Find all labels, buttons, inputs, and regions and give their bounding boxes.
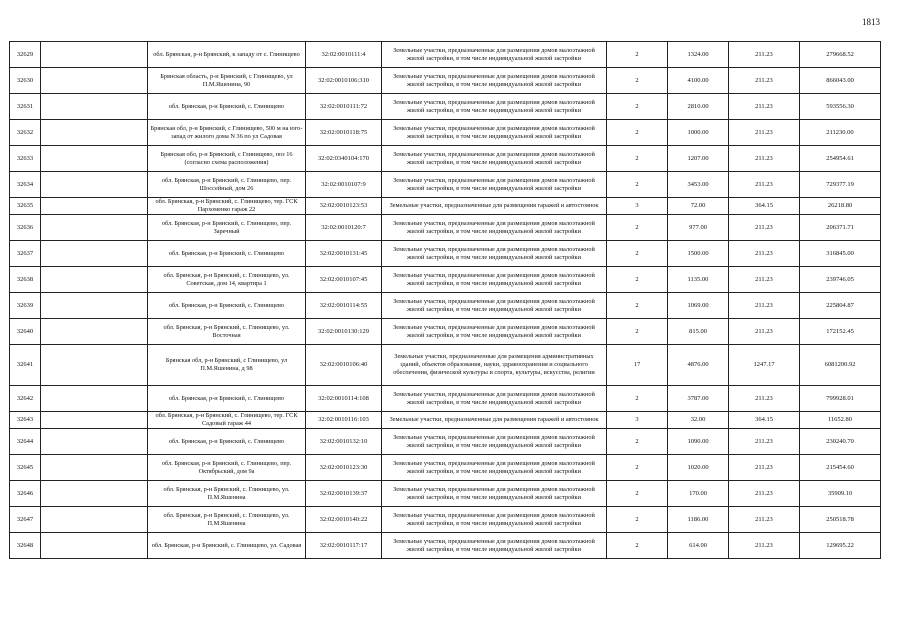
table-row	[10, 146, 881, 172]
blank-cell	[41, 345, 148, 386]
table-row	[10, 293, 881, 319]
area-cell: 3787.00	[668, 386, 729, 412]
table-row	[10, 345, 881, 386]
land-use-cell: Земельные участки, предназначенные для размещения домов малоэтажной жилой застройки, в том числе индивидуальной жилой застройки	[382, 507, 607, 533]
specific-value-cell: 211.23	[729, 68, 800, 94]
area-cell: 32.00	[668, 412, 729, 429]
cadastral-number-cell: 32:02:0010106:310	[306, 68, 382, 94]
blank-cell	[41, 319, 148, 345]
cadastral-number-cell: 32:02:0010116:103	[306, 412, 382, 429]
area-cell: 170.00	[668, 481, 729, 507]
cadastral-value-cell: 866043.00	[800, 68, 881, 94]
address-cell: обл. Брянская, р-н Брянский, с. Глинищево, тер. ГСК Садовый гараж 44	[148, 412, 306, 429]
blank-cell	[41, 172, 148, 198]
row-number-cell: 32634	[10, 172, 41, 198]
land-use-cell: Земельные участки, предназначенные для размещения гаражей и автостоянок	[382, 198, 607, 215]
land-use-cell: Земельные участки, предназначенные для размещения домов малоэтажной жилой застройки, в том числе индивидуальной жилой застройки	[382, 215, 607, 241]
blank-cell	[41, 293, 148, 319]
cadastral-value-cell: 250518.78	[800, 507, 881, 533]
address-cell: обл. Брянская, р-н Брянский, с. Глинищево, пер. Заречный	[148, 215, 306, 241]
land-use-cell: Земельные участки, предназначенные для размещения домов малоэтажной жилой застройки, в том числе индивидуальной жилой застройки	[382, 68, 607, 94]
row-number-cell: 32630	[10, 68, 41, 94]
cadastral-value-cell: 316845.00	[800, 241, 881, 267]
specific-value-cell: 211.23	[729, 533, 800, 559]
specific-value-cell: 211.23	[729, 455, 800, 481]
cadastral-number-cell: 32:02:0010107:45	[306, 267, 382, 293]
address-cell: обл. Брянская, р-н Брянский, с. Глинищево	[148, 241, 306, 267]
address-cell: Брянская обл, р-н Брянский, с Глинищево, ул П.М.Яшенина, д 98	[148, 345, 306, 386]
specific-value-cell: 1247.17	[729, 345, 800, 386]
cadastral-value-cell: 254954.61	[800, 146, 881, 172]
cadastral-value-cell: 799928.01	[800, 386, 881, 412]
land-use-cell: Земельные участки, предназначенные для размещения домов малоэтажной жилой застройки, в том числе индивидуальной жилой застройки	[382, 42, 607, 68]
specific-value-cell: 211.23	[729, 146, 800, 172]
area-cell: 1000.00	[668, 120, 729, 146]
table-row	[10, 533, 881, 559]
cadastral-number-cell: 32:02:0340104:170	[306, 146, 382, 172]
area-cell: 2810.00	[668, 94, 729, 120]
land-use-cell: Земельные участки, предназначенные для размещения домов малоэтажной жилой застройки, в том числе индивидуальной жилой застройки	[382, 94, 607, 120]
cadastral-number-cell: 32:02:0010120:7	[306, 215, 382, 241]
specific-value-cell: 211.23	[729, 42, 800, 68]
table-row	[10, 507, 881, 533]
table-row	[10, 241, 881, 267]
area-cell: 815.00	[668, 319, 729, 345]
row-number-cell: 32639	[10, 293, 41, 319]
group-code-cell: 2	[607, 94, 668, 120]
area-cell: 1500.00	[668, 241, 729, 267]
table-row	[10, 319, 881, 345]
group-code-cell: 2	[607, 429, 668, 455]
blank-cell	[41, 68, 148, 94]
blank-cell	[41, 198, 148, 215]
table-row	[10, 455, 881, 481]
land-use-cell: Земельные участки, предназначенные для размещения гаражей и автостоянок	[382, 412, 607, 429]
specific-value-cell: 211.23	[729, 172, 800, 198]
land-use-cell: Земельные участки, предназначенные для размещения домов малоэтажной жилой застройки, в том числе индивидуальной жилой застройки	[382, 293, 607, 319]
area-cell: 977.00	[668, 215, 729, 241]
specific-value-cell: 211.23	[729, 267, 800, 293]
address-cell: обл. Брянская, р-н Брянский, с. Глинищево, тер. ГСК Пархоменко гараж 22	[148, 198, 306, 215]
group-code-cell: 2	[607, 319, 668, 345]
cadastral-value-table	[9, 41, 881, 559]
land-use-cell: Земельные участки, предназначенные для размещения домов малоэтажной жилой застройки, в том числе индивидуальной жилой застройки	[382, 386, 607, 412]
table-row	[10, 94, 881, 120]
area-cell: 3453.00	[668, 172, 729, 198]
row-number-cell: 32636	[10, 215, 41, 241]
land-use-cell: Земельные участки, предназначенные для размещения административных зданий, объектов образования, науки, здравоохранения и социального обеспечения, физической культуры и спорта, культуры, искусства, религии	[382, 345, 607, 386]
address-cell: обл. Брянская, р-н Брянский, с. Глинищево, ул. Садовая	[148, 533, 306, 559]
address-cell: обл. Брянская, р-н Брянский, с. Глинищево, ул. Восточная	[148, 319, 306, 345]
cadastral-value-cell: 211230.00	[800, 120, 881, 146]
group-code-cell: 2	[607, 481, 668, 507]
cadastral-number-cell: 32:02:0010132:10	[306, 429, 382, 455]
address-cell: обл. Брянская, р-н Брянский, с. Глинищево, ул. Советская, дом 14, квартира 1	[148, 267, 306, 293]
area-cell: 1186.00	[668, 507, 729, 533]
address-cell: обл. Брянская, р-н Брянский, с. Глинищево, пер. Шоссейный, дом 26	[148, 172, 306, 198]
cadastral-value-cell: 279668.52	[800, 42, 881, 68]
cadastral-number-cell: 32:02:0010123:53	[306, 198, 382, 215]
cadastral-value-cell: 729377.19	[800, 172, 881, 198]
blank-cell	[41, 429, 148, 455]
area-cell: 1090.00	[668, 429, 729, 455]
cadastral-number-cell: 32:02:0010107:9	[306, 172, 382, 198]
cadastral-number-cell: 32:02:0010106:40	[306, 345, 382, 386]
group-code-cell: 2	[607, 146, 668, 172]
specific-value-cell: 211.23	[729, 507, 800, 533]
row-number-cell: 32633	[10, 146, 41, 172]
area-cell: 614.00	[668, 533, 729, 559]
address-cell: обл. Брянская, р-н Брянский, с. Глинищево	[148, 94, 306, 120]
address-cell: обл. Брянская, р-н Брянский, с. Глинищево, ул. П.М.Яшенина	[148, 507, 306, 533]
area-cell: 1020.00	[668, 455, 729, 481]
specific-value-cell: 211.23	[729, 481, 800, 507]
table-row	[10, 68, 881, 94]
specific-value-cell: 364.15	[729, 412, 800, 429]
blank-cell	[41, 533, 148, 559]
address-cell: Брянская область, р-н Брянский, с Глинищево, ул П.М.Яшенина, 90	[148, 68, 306, 94]
area-cell: 1069.00	[668, 293, 729, 319]
row-number-cell: 32642	[10, 386, 41, 412]
cadastral-value-cell: 239746.05	[800, 267, 881, 293]
group-code-cell: 2	[607, 455, 668, 481]
blank-cell	[41, 120, 148, 146]
land-use-cell: Земельные участки, предназначенные для размещения домов малоэтажной жилой застройки, в том числе индивидуальной жилой застройки	[382, 533, 607, 559]
blank-cell	[41, 481, 148, 507]
group-code-cell: 3	[607, 412, 668, 429]
area-cell: 1207.00	[668, 146, 729, 172]
cadastral-value-cell: 215454.60	[800, 455, 881, 481]
group-code-cell: 2	[607, 533, 668, 559]
table-row	[10, 267, 881, 293]
area-cell: 4876.00	[668, 345, 729, 386]
table-row	[10, 429, 881, 455]
specific-value-cell: 364.15	[729, 198, 800, 215]
land-use-cell: Земельные участки, предназначенные для размещения домов малоэтажной жилой застройки, в том числе индивидуальной жилой застройки	[382, 146, 607, 172]
address-cell: обл. Брянская, р-н Брянский, к западу от с. Глинищево	[148, 42, 306, 68]
cadastral-number-cell: 32:02:0010114:55	[306, 293, 382, 319]
table-row	[10, 481, 881, 507]
cadastral-number-cell: 32:02:0010130:129	[306, 319, 382, 345]
cadastral-number-cell: 32:02:0010117:17	[306, 533, 382, 559]
blank-cell	[41, 455, 148, 481]
land-use-cell: Земельные участки, предназначенные для размещения домов малоэтажной жилой застройки, в том числе индивидуальной жилой застройки	[382, 319, 607, 345]
table-row	[10, 412, 881, 429]
land-use-cell: Земельные участки, предназначенные для размещения домов малоэтажной жилой застройки, в том числе индивидуальной жилой застройки	[382, 267, 607, 293]
table-row	[10, 42, 881, 68]
cadastral-number-cell: 32:02:0010118:75	[306, 120, 382, 146]
address-cell: обл. Брянская, р-н Брянский, с. Глинищево	[148, 293, 306, 319]
table-row	[10, 120, 881, 146]
cadastral-value-cell: 6081200.92	[800, 345, 881, 386]
row-number-cell: 32644	[10, 429, 41, 455]
row-number-cell: 32645	[10, 455, 41, 481]
cadastral-value-cell: 11652.80	[800, 412, 881, 429]
blank-cell	[41, 386, 148, 412]
blank-cell	[41, 507, 148, 533]
specific-value-cell: 211.23	[729, 215, 800, 241]
area-cell: 1135.00	[668, 267, 729, 293]
blank-cell	[41, 146, 148, 172]
specific-value-cell: 211.23	[729, 319, 800, 345]
specific-value-cell: 211.23	[729, 120, 800, 146]
row-number-cell: 32629	[10, 42, 41, 68]
group-code-cell: 2	[607, 120, 668, 146]
land-use-cell: Земельные участки, предназначенные для размещения домов малоэтажной жилой застройки, в том числе индивидуальной жилой застройки	[382, 455, 607, 481]
blank-cell	[41, 267, 148, 293]
land-use-cell: Земельные участки, предназначенные для размещения домов малоэтажной жилой застройки, в том числе индивидуальной жилой застройки	[382, 120, 607, 146]
address-cell: обл. Брянская, р-н Брянский, с. Глинищево, пер. Октябрьский, дом 9а	[148, 455, 306, 481]
group-code-cell: 2	[607, 267, 668, 293]
address-cell: обл. Брянская, р-н Брянский, с. Глинищево	[148, 386, 306, 412]
group-code-cell: 2	[607, 293, 668, 319]
group-code-cell: 2	[607, 172, 668, 198]
land-use-cell: Земельные участки, предназначенные для размещения домов малоэтажной жилой застройки, в том числе индивидуальной жилой застройки	[382, 241, 607, 267]
blank-cell	[41, 94, 148, 120]
area-cell: 4100.00	[668, 68, 729, 94]
area-cell: 72.00	[668, 198, 729, 215]
blank-cell	[41, 241, 148, 267]
group-code-cell: 17	[607, 345, 668, 386]
specific-value-cell: 211.23	[729, 386, 800, 412]
group-code-cell: 2	[607, 68, 668, 94]
row-number-cell: 32637	[10, 241, 41, 267]
blank-cell	[41, 412, 148, 429]
cadastral-number-cell: 32:02:0010131:45	[306, 241, 382, 267]
table-row	[10, 215, 881, 241]
specific-value-cell: 211.23	[729, 429, 800, 455]
row-number-cell: 32648	[10, 533, 41, 559]
group-code-cell: 2	[607, 386, 668, 412]
area-cell: 1324.00	[668, 42, 729, 68]
cadastral-value-cell: 129695.22	[800, 533, 881, 559]
row-number-cell: 32635	[10, 198, 41, 215]
row-number-cell: 32632	[10, 120, 41, 146]
group-code-cell: 2	[607, 241, 668, 267]
group-code-cell: 2	[607, 507, 668, 533]
cadastral-number-cell: 32:02:0010139:37	[306, 481, 382, 507]
blank-cell	[41, 215, 148, 241]
row-number-cell: 32647	[10, 507, 41, 533]
cadastral-number-cell: 32:02:0010140:22	[306, 507, 382, 533]
specific-value-cell: 211.23	[729, 241, 800, 267]
group-code-cell: 2	[607, 42, 668, 68]
cadastral-value-cell: 26218.80	[800, 198, 881, 215]
cadastral-number-cell: 32:02:0010111:4	[306, 42, 382, 68]
table-row	[10, 172, 881, 198]
cadastral-value-cell: 35909.10	[800, 481, 881, 507]
table-row	[10, 386, 881, 412]
address-cell: обл. Брянская, р-н Брянский, с. Глинищево	[148, 429, 306, 455]
row-number-cell: 32631	[10, 94, 41, 120]
cadastral-number-cell: 32:02:0010114:108	[306, 386, 382, 412]
row-number-cell: 32638	[10, 267, 41, 293]
cadastral-value-cell: 593556.30	[800, 94, 881, 120]
cadastral-number-cell: 32:02:0010111:72	[306, 94, 382, 120]
land-use-cell: Земельные участки, предназначенные для размещения домов малоэтажной жилой застройки, в том числе индивидуальной жилой застройки	[382, 172, 607, 198]
row-number-cell: 32640	[10, 319, 41, 345]
address-cell: Брянская обл, р-н Брянский, с Глинищево, поз 16 (согласно схема расположения)	[148, 146, 306, 172]
cadastral-value-cell: 172152.45	[800, 319, 881, 345]
table-row	[10, 198, 881, 215]
group-code-cell: 2	[607, 215, 668, 241]
cadastral-value-cell: 225804.87	[800, 293, 881, 319]
specific-value-cell: 211.23	[729, 94, 800, 120]
cadastral-number-cell: 32:02:0010123:30	[306, 455, 382, 481]
land-use-cell: Земельные участки, предназначенные для размещения домов малоэтажной жилой застройки, в том числе индивидуальной жилой застройки	[382, 481, 607, 507]
row-number-cell: 32646	[10, 481, 41, 507]
row-number-cell: 32643	[10, 412, 41, 429]
land-use-cell: Земельные участки, предназначенные для размещения домов малоэтажной жилой застройки, в том числе индивидуальной жилой застройки	[382, 429, 607, 455]
group-code-cell: 3	[607, 198, 668, 215]
address-cell: обл. Брянская, р-н Брянский, с. Глинищево, ул. П.М.Яшенина	[148, 481, 306, 507]
page-number: 1813	[862, 17, 880, 27]
cadastral-value-cell: 206371.71	[800, 215, 881, 241]
specific-value-cell: 211.23	[729, 293, 800, 319]
blank-cell	[41, 42, 148, 68]
address-cell: Брянская обл, р-н Брянский, с Глинищево, 500 м на юго-запад от жилого дома N 36 по ул Садовая	[148, 120, 306, 146]
row-number-cell: 32641	[10, 345, 41, 386]
cadastral-value-cell: 230240.70	[800, 429, 881, 455]
